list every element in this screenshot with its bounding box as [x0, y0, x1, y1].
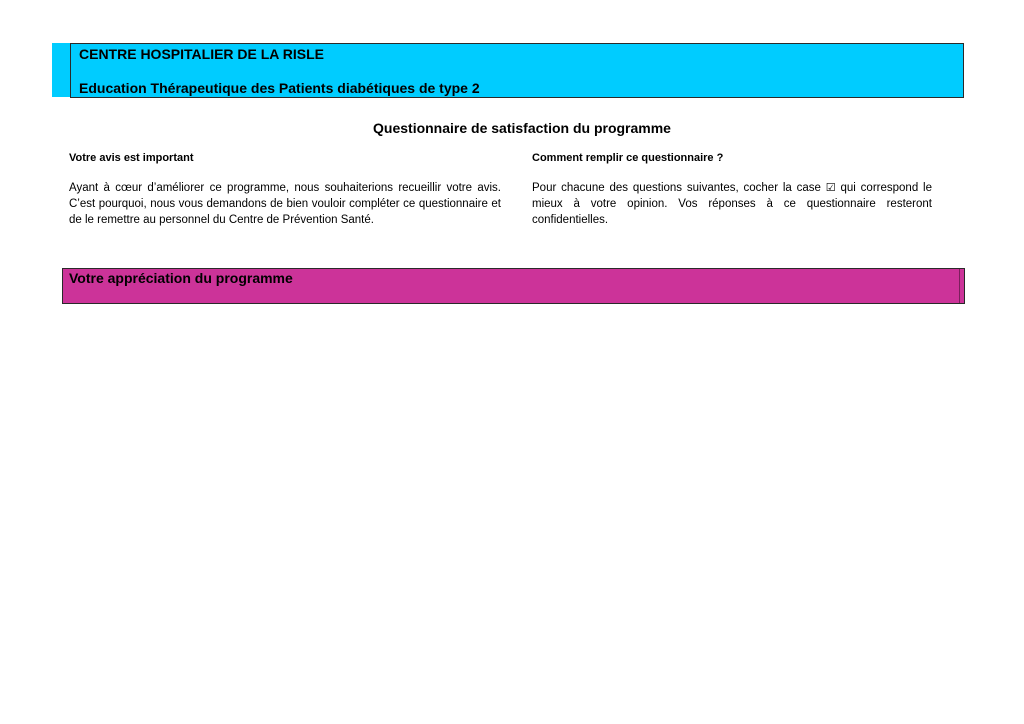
- right-column-heading: Comment remplir ce questionnaire ?: [532, 152, 724, 164]
- instructions-text-end: qui correspond le mieux à votre opinion. Vos réponses à ce questionnaire resteront confidentielles.: [532, 182, 932, 226]
- header-box: [70, 43, 964, 98]
- section-title: Votre appréciation du programme: [69, 270, 293, 286]
- right-column-text: [532, 180, 932, 228]
- intro-column-left: [69, 152, 501, 228]
- checkbox-icon: ☑: [825, 181, 836, 194]
- intro-column-right: [532, 152, 932, 228]
- page-title: Questionnaire de satisfaction du programme: [373, 120, 671, 136]
- left-column-text: Ayant à cœur d’améliorer ce programme, nous souhaiterions recueillir votre avis. C’est pourquoi, nous vous demandons de bien vouloir compléter ce questionnaire et de le remettre au personnel du Centre de Prévention Santé.: [69, 182, 501, 226]
- section-band-divider: [959, 269, 960, 303]
- section-band-appreciation: [62, 268, 965, 304]
- left-column-heading: Votre avis est important: [69, 152, 194, 164]
- program-name: Education Thérapeutique des Patients diabétiques de type 2: [79, 80, 480, 96]
- instructions-text-start: Pour chacune des questions suivantes, cocher la case: [532, 182, 826, 194]
- hospital-name: CENTRE HOSPITALIER DE LA RISLE: [79, 46, 325, 62]
